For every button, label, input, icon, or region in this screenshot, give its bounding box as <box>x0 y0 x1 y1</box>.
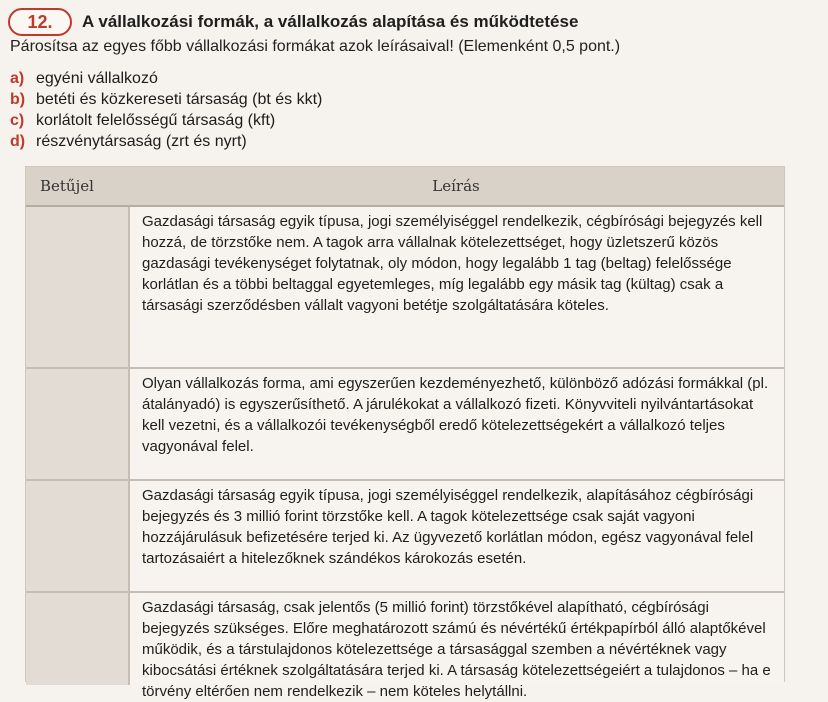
letter-cell[interactable] <box>26 593 130 685</box>
option-a <box>10 68 322 89</box>
table-row <box>26 481 784 593</box>
description-cell: Gazdasági társaság egyik típusa, jogi személyiséggel rendelkezik, cégbírósági bejegyzés kell hozzá, de törzstőke nem. A tagok arra vállalnak kötelezettséget, hogy üzletszerű közös gazdasági tevékenységet folytatnak, oly módon, hogy legalább 1 tag (beltag) felelőssége korlátlan és a többi beltaggal egyetemleges, míg legalább egy másik tag (kültag) csak a társasági szerződésben vállalt vagyoni betétje szolgáltatására köteles. <box>130 207 784 367</box>
task-header <box>8 8 820 36</box>
table-row <box>26 593 784 700</box>
header-letter: Betűjel <box>40 177 94 195</box>
letter-cell[interactable] <box>26 207 130 367</box>
option-text: korlátolt felelősségű társaság (kft) <box>36 111 276 129</box>
table-header <box>26 167 784 207</box>
description-cell: Olyan vállalkozás forma, ami egyszerűen kezdeményezhető, különböző adózási formákkal (pl. átalányadó) is egyszerűsíthető. A járulékokat a vállalkozó fizeti. Könyvviteli nyilvántartásokat kell vezetni, és a vállalkozói tevékenységből eredő kötelezettségekért a vállalkozó teljes vagyonával felel. <box>130 369 784 479</box>
option-letter: c) <box>10 111 25 129</box>
letter-cell[interactable] <box>26 481 130 591</box>
options-list <box>10 68 322 152</box>
task-instruction: Párosítsa az egyes főbb vállalkozási formákat azok leírásaival! (Elemenként 0,5 pont.) <box>10 38 621 55</box>
matching-table <box>25 166 785 700</box>
option-d <box>10 131 322 152</box>
option-b <box>10 89 322 110</box>
letter-cell[interactable] <box>26 369 130 479</box>
header-description: Leírás <box>432 177 480 195</box>
table-row <box>26 207 784 369</box>
description-cell: Gazdasági társaság, csak jelentős (5 millió forint) törzstőkével alapítható, cégbírósági bejegyzés szükséges. Előre meghatározott számú és névértékű értékpapírból álló alaptőkével működik, és a társtulajdonos kötelezettsége a társasággal szemben a névértéknek vagy kibocsátási értéknek szolgáltatására terjed ki. A társaság kötelezettségeiért a tulajdonos – ha e törvény eltérően nem rendelkezik – nem köteles helytállni. <box>130 593 784 685</box>
option-letter: a) <box>10 69 25 87</box>
description-cell: Gazdasági társaság egyik típusa, jogi személyiséggel rendelkezik, alapításához cégbírósági bejegyzés és 3 millió forint törzstőke kell. A tagok kötelezettsége csak saját vagyoni hozzájárulásuk befizetésére terjed ki. Az ügyvezető korlátlan módon, egész vagyonával felel tartozásaiért a hitelezőknek szándékos károkozás esetén. <box>130 481 784 591</box>
option-c <box>10 110 322 131</box>
task-title: A vállalkozási formák, a vállalkozás alapítása és működtetése <box>82 12 579 31</box>
option-letter: b) <box>10 90 26 108</box>
option-letter: d) <box>10 132 26 150</box>
table-row <box>26 369 784 481</box>
option-text: részvénytársaság (zrt és nyrt) <box>36 132 247 150</box>
task-number-badge: 12. <box>8 8 72 36</box>
option-text: egyéni vállalkozó <box>36 69 158 87</box>
option-text: betéti és közkereseti társaság (bt és kkt) <box>36 90 323 108</box>
